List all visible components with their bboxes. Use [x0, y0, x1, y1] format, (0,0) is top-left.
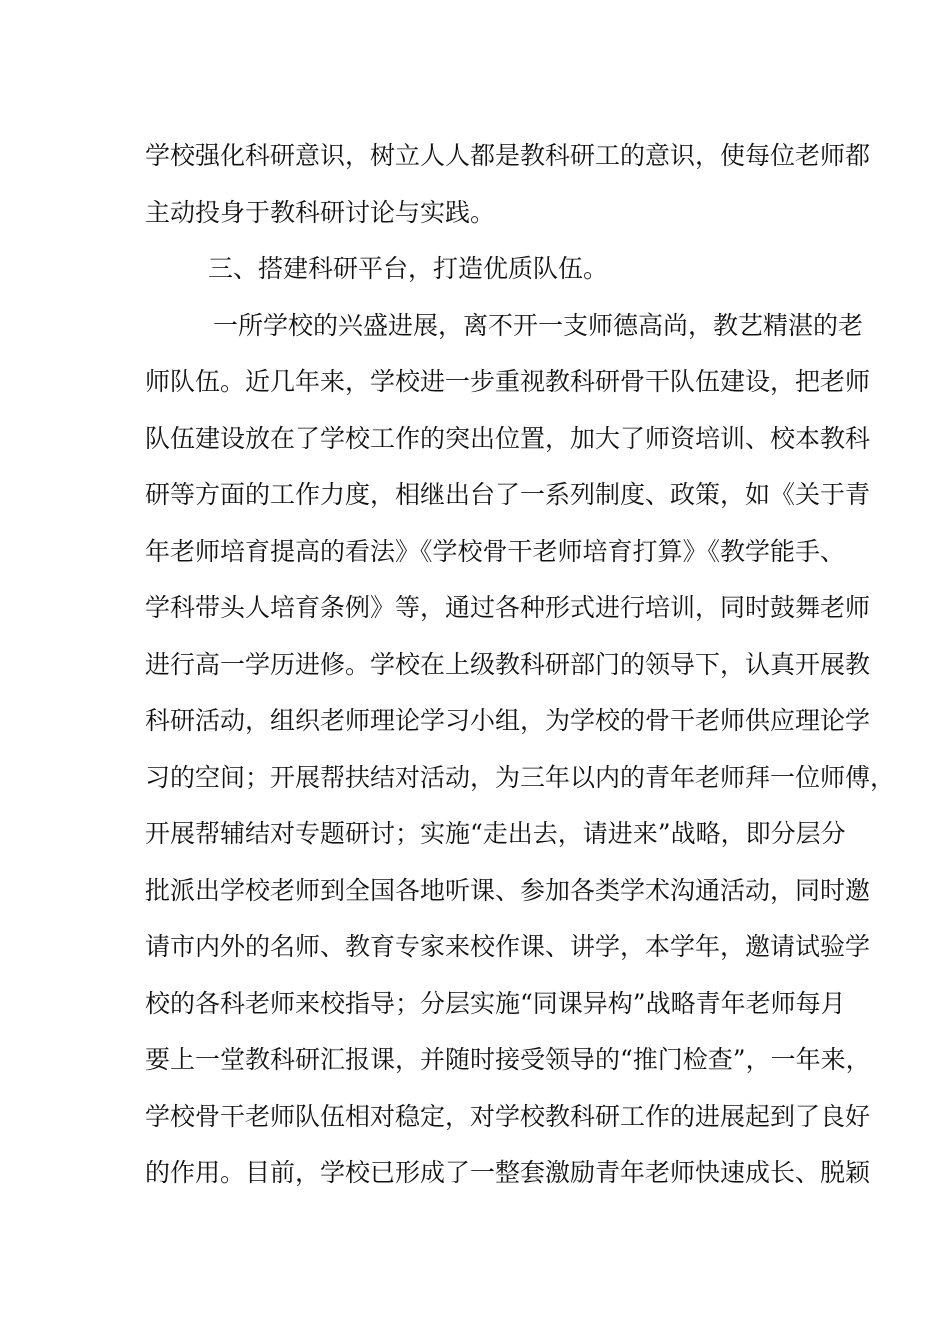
text-line: 学校强化科研意识，树立人人都是教科研工的意识，使每位老师都: [145, 141, 871, 170]
text-line: 师队伍。近几年来，学校进一步重视教科研骨干队伍建设，把老师: [145, 367, 871, 396]
text-line: 批派出学校老师到全国各地听课、参加各类学术沟通活动，同时邀: [145, 875, 871, 905]
body-text: [145, 128, 896, 1202]
text-line: 校的各科老师来校指导；分层实施“同课异构”战略青年老师每月: [145, 988, 846, 1018]
section-heading: 三、搭建科研平台，打造优质队伍。: [208, 254, 609, 283]
text-line: 开展帮辅结对专题研讨；实施“走出去，请进来”战略，即分层分: [145, 819, 846, 848]
text-line: 年老师培育提高的看法》《学校骨干老师培育打算》《教学能手、: [145, 536, 846, 566]
text-line: 主动投身于教科研讨论与实践。: [145, 197, 496, 227]
text-line: 请市内外的名师、教育专家来校作课、讲学，本学年，邀请试验学: [145, 932, 871, 961]
text-line: 学科带头人培育条例》等，通过各种形式进行培训，同时鼓舞老师: [145, 593, 871, 622]
text-line: 研等方面的工作力度，相继出台了一系列制度、政策，如《关于青: [145, 480, 871, 509]
text-line: 一所学校的兴盛进展，离不开一支师德高尚，教艺精湛的老: [213, 310, 864, 340]
text-line: 科研活动，组织老师理论学习小组，为学校的骨干老师供应理论学: [145, 706, 871, 735]
text-line: 进行高一学历进修。学校在上级教科研部门的领导下，认真开展教: [145, 649, 871, 679]
text-line: 习的空间；开展帮扶结对活动，为三年以内的青年老师拜一位师傅，: [145, 762, 896, 792]
text-line: 队伍建设放在了学校工作的突出位置，加大了师资培训、校本教科: [145, 423, 871, 453]
text-line: 的作用。目前，学校已形成了一整套激励青年老师快速成长、脱颖: [145, 1158, 871, 1187]
text-line: 学校骨干老师队伍相对稳定，对学校教科研工作的进展起到了良好: [145, 1101, 871, 1131]
text-line: 要上一堂教科研汇报课，并随时接受领导的“推门检查”，一年来，: [145, 1045, 871, 1074]
